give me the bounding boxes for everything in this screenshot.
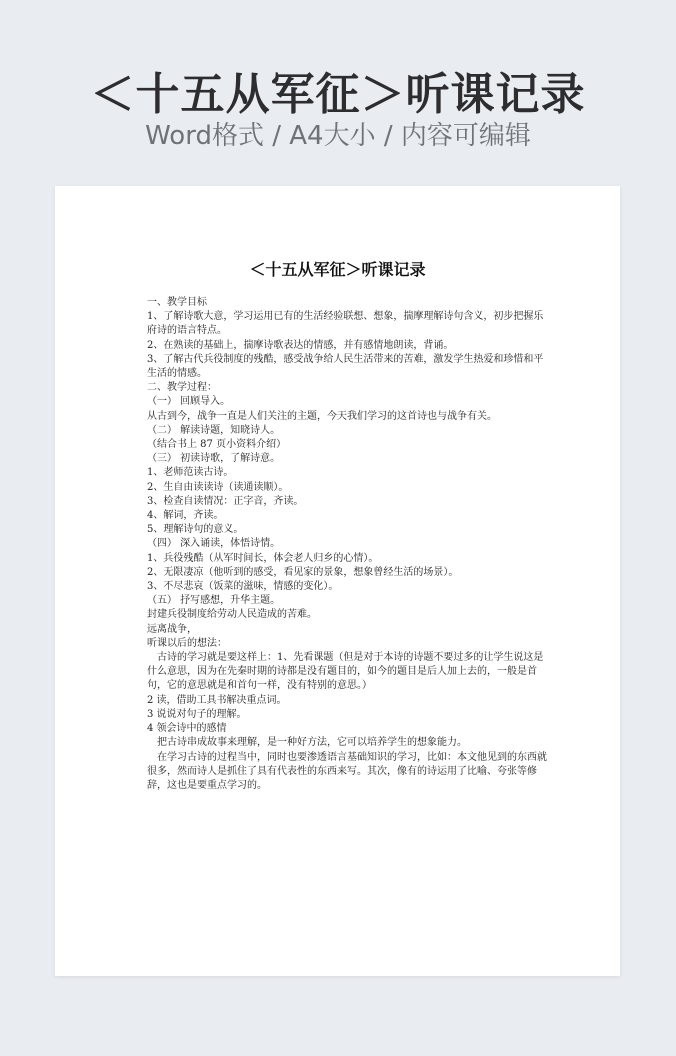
list-item: 2 读，借助工具书解决重点词。 bbox=[147, 694, 287, 706]
body-paragraph: 在学习古诗的过程当中，同时也要渗透语言基础知识的学习，比如：本文他见到的东西就很多，然而诗人是抓住了具有代表性的东西来写。其次，像有的诗运用了比喻、夸张等修辞，这也是要重点学习的。 bbox=[147, 751, 547, 791]
list-item: 1、兵役残酷（从军时间长，体会老人归乡的心情）。 bbox=[147, 552, 379, 564]
document-title: ＜十五从军征＞听课记录 bbox=[249, 260, 426, 279]
banner-title: ＜十五从军征＞听课记录 bbox=[90, 69, 586, 120]
banner-subtitle: Word格式 / A4大小 / 内容可编辑 bbox=[145, 121, 531, 151]
body-paragraph: 远离战争， bbox=[147, 623, 197, 635]
step-heading-2: （二） 解读诗题，知晓诗人。 bbox=[147, 424, 281, 436]
body-paragraph: 古诗的学习就是要这样上：1、先看课题（但是对于本诗的诗题不要过多的让学生说这是什么意思，因为在先秦时期的诗都是没有题目的，如今的题目是后人加上去的，一般是首句，它的意思就是和首句一样，没有特别的意思。） bbox=[147, 652, 544, 692]
section-heading-objectives: 一、教学目标 bbox=[147, 297, 207, 308]
body-paragraph: （结合书上 87 页小资料介绍） bbox=[147, 439, 287, 451]
objective-item-2: 2、在熟读的基础上，揣摩诗歌表达的情感，并有感情地朗读，背诵。 bbox=[147, 339, 454, 351]
list-item: 3 说说对句子的理解。 bbox=[147, 708, 247, 720]
body-paragraph: 从古到今，战争一直是人们关注的主题，今天我们学习的这首诗也与战争有关。 bbox=[147, 410, 497, 422]
list-item: 5、理解诗句的意义。 bbox=[147, 524, 244, 536]
body-paragraph: 把古诗串成故事来理解，是一种好方法，它可以培养学生的想象能力。 bbox=[157, 737, 467, 749]
list-item: 3、不尽悲哀（饭菜的滋味，情感的变化）。 bbox=[147, 581, 339, 593]
list-item: 2、无限凄凉（他听到的感受，看见家的景象，想象曾经生活的场景）。 bbox=[147, 566, 459, 578]
objective-item-3: 3、了解古代兵役制度的残酷，感受战争给人民生活带来的苦难，激发学生热爱和珍惜和平生活的情感。 bbox=[147, 353, 544, 380]
section-heading-process: 二、教学过程： bbox=[147, 382, 217, 394]
list-item: 1、老师范读古诗。 bbox=[147, 467, 234, 479]
list-item: 2、生自由读读诗（读通读顺）。 bbox=[147, 481, 289, 493]
reflection-heading: 听课以后的想法： bbox=[147, 637, 227, 649]
step-heading-4: （四） 深入诵读，体悟诗情。 bbox=[147, 538, 281, 550]
document-page bbox=[55, 186, 620, 976]
objective-item-1: 1、了解诗歌大意，学习运用已有的生活经验联想、想象，揣摩理解诗句含义，初步把握乐府诗的语言特点。 bbox=[147, 311, 544, 337]
body-paragraph: 封建兵役制度给劳动人民造成的苦难。 bbox=[147, 609, 317, 621]
step-heading-3: （三） 初读诗歌，了解诗意。 bbox=[147, 453, 281, 465]
list-item: 4 领会诗中的感情 bbox=[147, 723, 227, 735]
list-item: 3、检查自读情况：正字音，齐读。 bbox=[147, 495, 304, 507]
list-item: 4、解词，齐读。 bbox=[147, 510, 224, 522]
step-heading-1: （一） 回顾导入。 bbox=[147, 396, 231, 408]
step-heading-5: （五） 抒写感想，升华主题。 bbox=[147, 595, 281, 607]
document-body bbox=[147, 296, 547, 793]
